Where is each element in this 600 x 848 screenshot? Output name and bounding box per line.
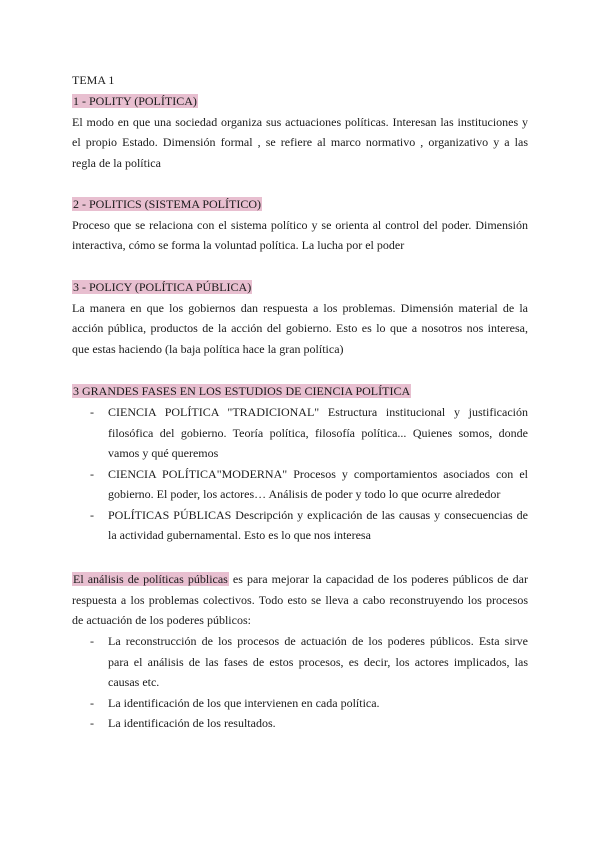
politics-heading: 2 - POLITICS (SISTEMA POLÍTICO) — [73, 197, 261, 211]
tema-title: TEMA 1 — [72, 73, 115, 87]
polity-line: el propio Estado. Dimensión formal , se refiere al marco normativo , organizativo y a las — [72, 135, 528, 149]
fases-heading: 3 GRANDES FASES EN LOS ESTUDIOS DE CIENCIA POLÍTICA — [73, 384, 411, 398]
analisis-line: respuesta a los problemas colectivos. Todo esto se lleva a cabo reconstruyendo los procesos — [72, 592, 528, 607]
analisis-highlight: El análisis de políticas públicas — [73, 572, 228, 586]
list-item: - CIENCIA POLÍTICA "TRADICIONAL" Estructura institucional y justificación filosófica del gobierno. Teoría política, filosofía política... Quienes somos, donde vamos y qué queremos — [90, 405, 528, 460]
politics-line: interactiva, cómo se forma la voluntad política. La lucha por el poder — [72, 238, 405, 252]
polity-line: regla de la política — [72, 155, 161, 170]
polity-heading: 1 - POLITY (POLÍTICA) — [73, 94, 197, 108]
policy-line: La manera en que los gobiernos dan respuesta a los problemas. Dimensión material de la — [72, 300, 528, 315]
analisis-list — [72, 631, 528, 734]
section-politics — [72, 194, 528, 256]
section-analisis: El análisis de políticas públicas es para mejorar la capacidad de los poderes públicos de dar respuesta a los problemas colectivos. Todo esto se lleva a cabo reconstruyendo los procesos de actuación de los poderes públicos: — [72, 569, 528, 631]
policy-line: que estas haciendo (la baja política hace la gran política) — [72, 341, 344, 356]
politics-line: Proceso que se relaciona con el sistema político y se orienta al control del poder. Dimensión — [72, 217, 528, 232]
list-item: - La reconstrucción de los procesos de actuación de los poderes públicos. Esta sirve para el análisis de las fases de estos procesos, es decir, los actores implicados, las causas etc. — [90, 634, 528, 689]
list-item: - La identificación de los que intervienen en cada política. — [90, 695, 380, 710]
section-fases — [72, 381, 528, 402]
policy-line: acción pública, productos de la acción del gobierno. Esto es lo que a nosotros nos interesa, — [72, 321, 528, 335]
section-policy — [72, 277, 528, 359]
fases-list — [72, 402, 528, 546]
analisis-line: de actuación de los poderes públicos: — [72, 613, 251, 627]
list-item: - La identificación de los resultados. — [90, 716, 276, 730]
polity-line: El modo en que una sociedad organiza sus actuaciones políticas. Interesan las instituciones y — [72, 114, 528, 129]
list-item: - POLÍTICAS PÚBLICAS Descripción y explicación de las causas y consecuencias de la actividad gubernamental. Esto es lo que nos interesa — [90, 507, 528, 542]
list-item: - CIENCIA POLÍTICA"MODERNA" Procesos y comportamientos asociados con el gobierno. El poder, los actores… Análisis de poder y todo lo que ocurre alrededor — [90, 466, 528, 501]
section-polity — [72, 91, 528, 173]
policy-heading: 3 - POLICY (POLÍTICA PÚBLICA) — [73, 280, 252, 294]
